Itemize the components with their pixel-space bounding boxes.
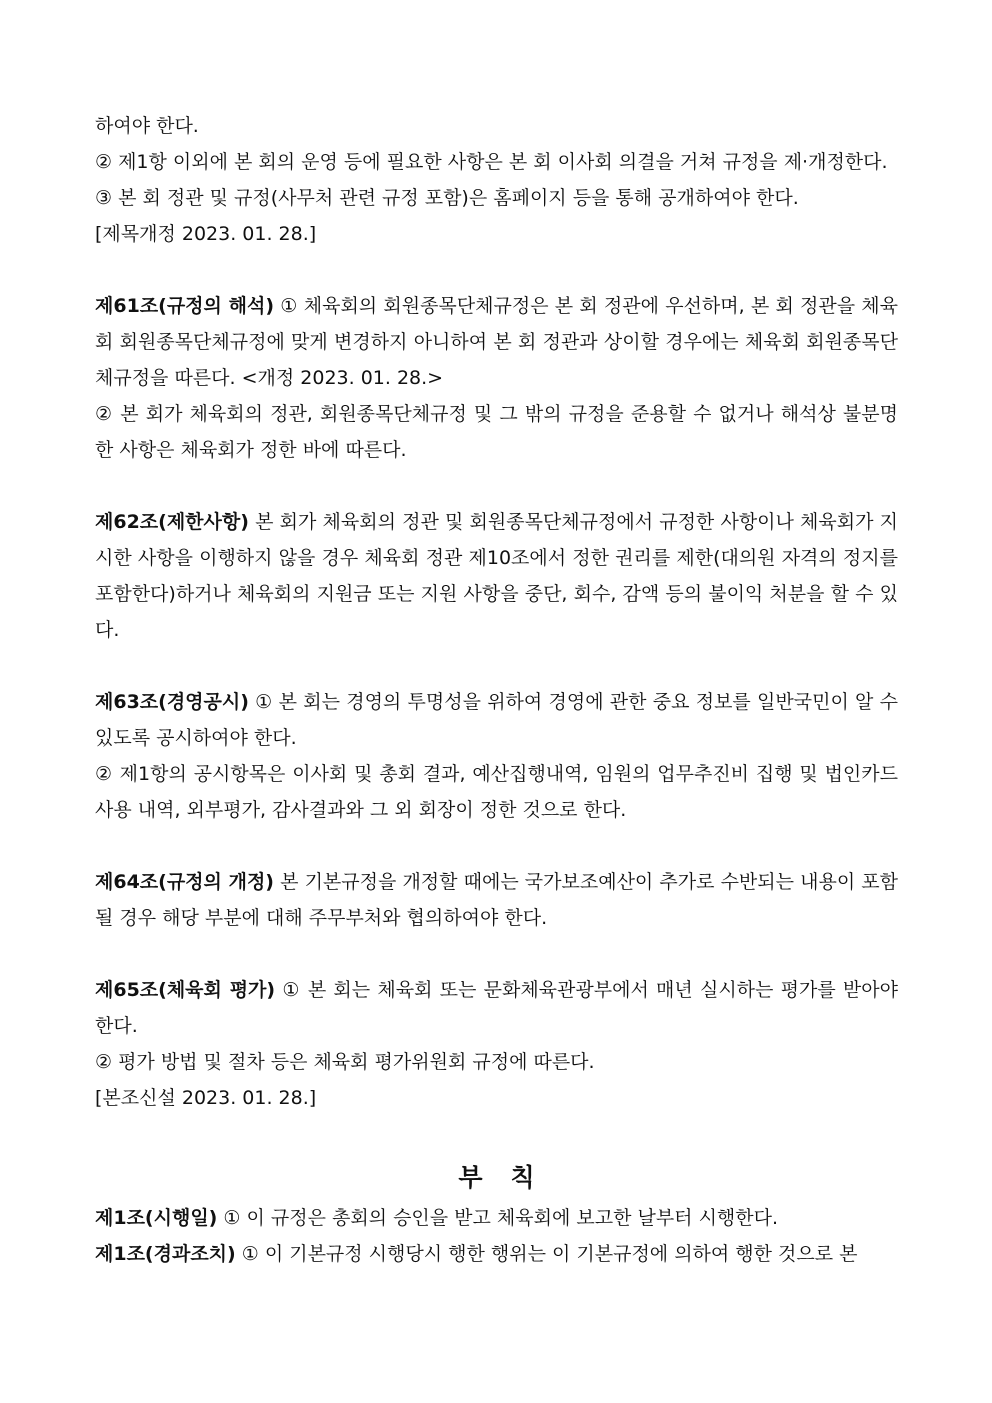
article-65	[95, 972, 898, 1044]
spacer	[95, 468, 898, 504]
appendix-heading: 부칙	[458, 1163, 563, 1192]
appendix-article-2	[95, 1236, 898, 1272]
article-text: ① 본 회는 경영의 투명성을 위하여 경영에 관한 중요 정보를 일반국민이 알 수 있도록 공시하여야 한다.	[95, 691, 898, 749]
article-text: ① 체육회의 회원종목단체규정은 본 회 정관에 우선하며, 본 회 정관을 체육회 회원종목단체규정에 맞게 변경하지 아니하여 본 회 정관과 상이할 경우에는 체육회 회원종목단체규정을 따른다. <개정 2023. 01. 28.>	[95, 295, 899, 389]
revision-note: [제목개정 2023. 01. 28.]	[95, 223, 317, 245]
article-text: ① 이 기본규정 시행당시 행한 행위는 이 기본규정에 의하여 행한 것으로 본	[235, 1243, 858, 1265]
document-page	[95, 108, 898, 1272]
spacer	[95, 648, 898, 684]
article-title: 제63조(경영공시)	[95, 691, 249, 713]
article-title: 제1조(경과조치)	[95, 1243, 236, 1265]
article-text: 본 회가 체육회의 정관 및 회원종목단체규정에서 규정한 사항이나 체육회가 지시한 사항을 이행하지 않을 경우 체육회 정관 제10조에서 정한 권리를 제한(대의원 자격의 정지를 포함한다)하거나 체육회의 지원금 또는 지원 사항을 중단, 회수, 감액 등의 불이익 처분을 할 수 있다.	[95, 511, 898, 641]
spacer	[95, 1116, 898, 1152]
article-text: ① 본 회는 체육회 또는 문화체육관광부에서 매년 실시하는 평가를 받아야 한다.	[95, 979, 898, 1037]
appendix-article-1	[95, 1200, 898, 1236]
article-title: 제61조(규정의 해석)	[95, 295, 275, 317]
article-title: 제1조(시행일)	[95, 1207, 218, 1229]
article-61	[95, 288, 898, 396]
spacer	[95, 936, 898, 972]
article-64	[95, 864, 898, 936]
article-title: 제65조(체육회 평가)	[95, 979, 276, 1001]
spacer	[95, 252, 898, 288]
paragraph: ③ 본 회 정관 및 규정(사무처 관련 규정 포함)은 홈페이지 등을 통해 공개하여야 한다.	[95, 187, 799, 209]
article-text: ① 이 규정은 총회의 승인을 받고 체육회에 보고한 날부터 시행한다.	[217, 1207, 779, 1229]
paragraph: ② 제1항 이외에 본 회의 운영 등에 필요한 사항은 본 회 이사회 의결을 거쳐 규정을 제·개정한다.	[95, 151, 888, 173]
paragraph: ② 평가 방법 및 절차 등은 체육회 평가위원회 규정에 따른다.	[95, 1051, 595, 1073]
paragraph: ② 제1항의 공시항목은 이사회 및 총회 결과, 예산집행내역, 임원의 업무추진비 집행 및 법인카드 사용 내역, 외부평가, 감사결과와 그 외 회장이 정한 것으로 한다.	[95, 763, 898, 821]
paragraph: ② 본 회가 체육회의 정관, 회원종목단체규정 및 그 밖의 규정을 준용할 수 없거나 해석상 불분명한 사항은 체육회가 정한 바에 따른다.	[95, 403, 898, 461]
paragraph: 하여야 한다.	[95, 115, 199, 137]
article-text: 본 기본규정을 개정할 때에는 국가보조예산이 추가로 수반되는 내용이 포함될 경우 해당 부분에 대해 주무부처와 협의하여야 한다.	[95, 871, 898, 929]
article-63	[95, 684, 898, 756]
revision-note: [본조신설 2023. 01. 28.]	[95, 1087, 317, 1109]
article-62	[95, 504, 898, 648]
article-title: 제64조(규정의 개정)	[95, 871, 274, 893]
spacer	[95, 828, 898, 864]
article-title: 제62조(제한사항)	[95, 511, 249, 533]
